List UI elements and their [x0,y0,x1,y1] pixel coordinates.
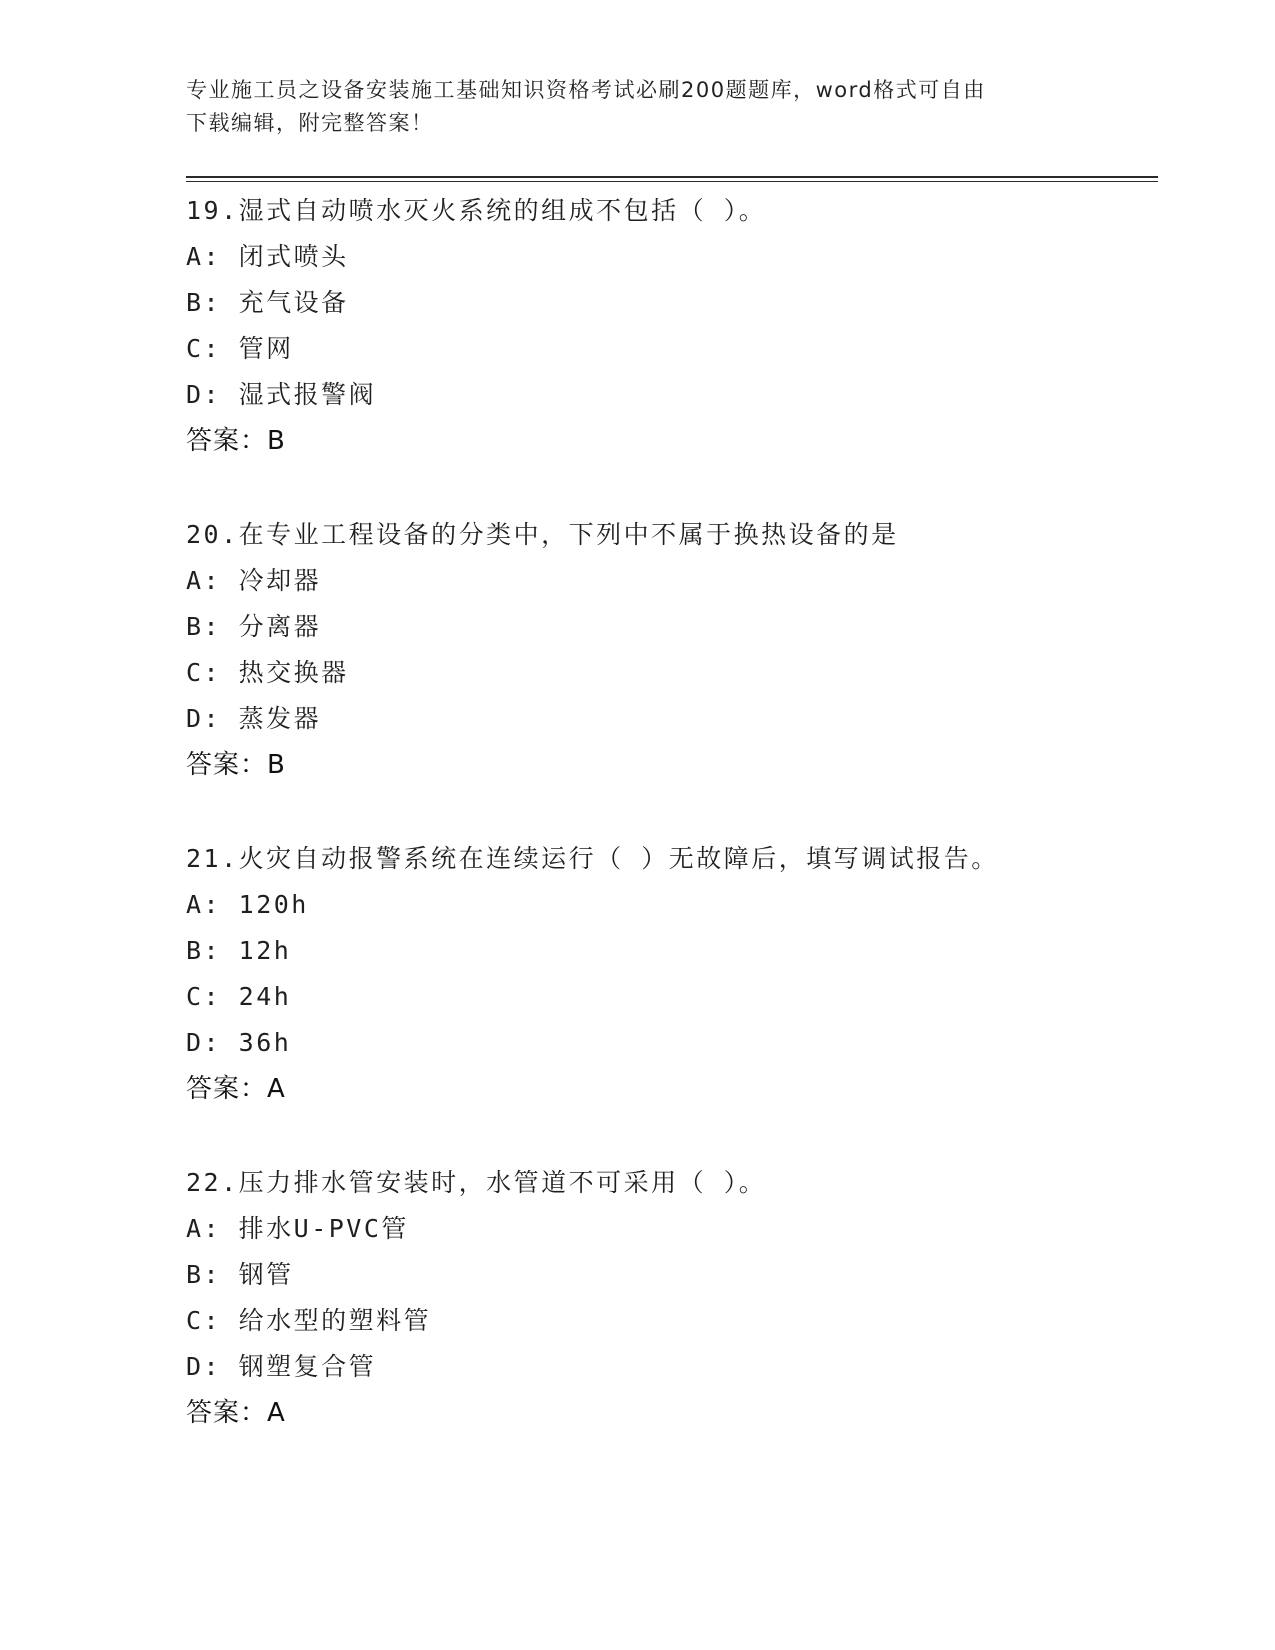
option-b: B: 12h [186,936,292,965]
question-stem: 20.在专业工程设备的分类中，下列中不属于换热设备的是 [186,520,899,549]
answer-line: 答案：A [186,1074,286,1104]
option-b: B: 钢管 [186,1260,294,1289]
question-22 [186,1160,1158,1436]
header-line-2: 下载编辑，附完整答案！ [186,111,434,135]
option-c: C: 热交换器 [186,658,349,687]
header-divider-thin [186,181,1158,182]
header-divider-thick [186,176,1158,178]
answer-line: 答案：B [186,750,286,780]
question-stem: 22.压力排水管安装时，水管道不可采用（ ）。 [186,1168,767,1197]
option-a: A: 120h [186,890,309,919]
option-d: D: 蒸发器 [186,704,322,733]
header-line-1: 专业施工员之设备安装施工基础知识资格考试必刷200题题库，word格式可自由 [186,78,986,102]
option-a: A: 冷却器 [186,566,322,595]
answer-line: 答案：A [186,1398,286,1428]
question-21 [186,836,1158,1112]
question-list [186,188,1158,1484]
option-c: C: 24h [186,982,292,1011]
option-b: B: 充气设备 [186,288,349,317]
option-d: D: 36h [186,1028,292,1057]
question-19 [186,188,1158,464]
option-c: C: 管网 [186,334,294,363]
option-b: B: 分离器 [186,612,322,641]
document-header [186,74,1066,140]
option-a: A: 排水U-PVC管 [186,1214,409,1243]
question-stem: 19.湿式自动喷水灭火系统的组成不包括（ ）。 [186,196,767,225]
option-a: A: 闭式喷头 [186,242,349,271]
option-d: D: 湿式报警阀 [186,380,377,409]
option-c: C: 给水型的塑料管 [186,1306,432,1335]
question-20 [186,512,1158,788]
option-d: D: 钢塑复合管 [186,1352,377,1381]
answer-line: 答案：B [186,426,286,456]
question-stem: 21.火灾自动报警系统在连续运行（ ）无故障后，填写调试报告。 [186,844,999,873]
